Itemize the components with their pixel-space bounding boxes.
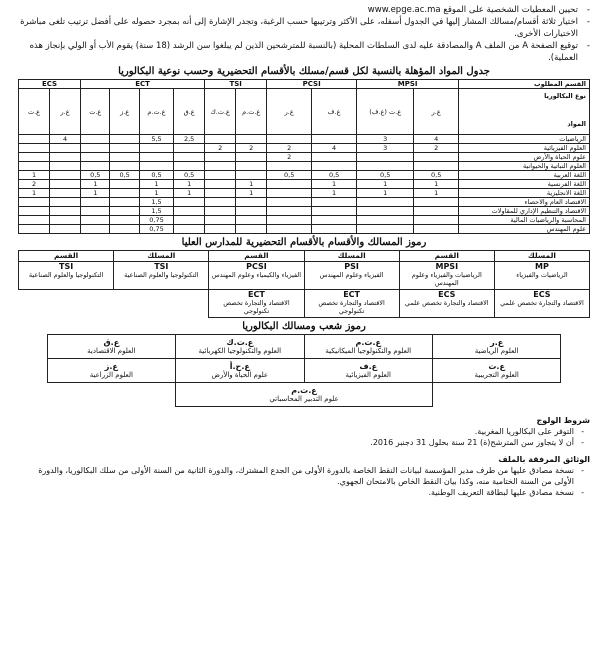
track-code: MPSI (435, 262, 459, 271)
coefficient-cell: 1 (357, 189, 414, 198)
bac-desc: العلوم الفيزيائية (345, 370, 391, 379)
bac-code-cell: ع.ت (ع.ف) (357, 89, 414, 135)
bac-cell (47, 335, 175, 359)
bac-code: ع.ت (488, 361, 505, 371)
bac-cell (304, 335, 432, 359)
empty-cell (47, 383, 175, 407)
coefficient-cell (205, 189, 236, 198)
coefficient-cell (174, 162, 205, 171)
coefficient-cell: 0,5 (174, 171, 205, 180)
bac-cell (47, 359, 175, 383)
coefficient-cell (357, 225, 414, 234)
header-cell: القسم (399, 251, 494, 262)
coefficient-cell: 0,5 (312, 171, 357, 180)
coefficient-cell: 2 (414, 144, 459, 153)
bac-code-cell: ع.ق (174, 89, 205, 135)
track-desc: التكنولوجيا والعلوم الصناعية (124, 271, 199, 279)
coefficient-cell (236, 162, 267, 171)
bac-desc: العلوم والتكنولوجيا الميكانيكية (325, 346, 412, 355)
coefficient-cell: 1 (312, 180, 357, 189)
subject-label: العلوم الفيزيائية (459, 144, 590, 153)
coefficient-cell: 1 (236, 189, 267, 198)
coefficient-cell (267, 207, 312, 216)
track-cell (494, 290, 589, 318)
coefficient-cell (50, 171, 81, 180)
track-code: PCSI (246, 262, 267, 271)
condition-item: - التوفر على البكالوريا المغربية. (18, 426, 590, 437)
track-desc: الاقتصاد والتجارة تخصص تكنولوجي (318, 299, 385, 315)
track-cell (304, 262, 399, 290)
bac-desc: العلوم التجريبية (474, 370, 519, 379)
coefficient-cell: 4 (312, 144, 357, 153)
coefficient-cell (267, 180, 312, 189)
header-cell: المسلك (114, 251, 209, 262)
bac-code: ع.ق (103, 337, 120, 347)
coefficient-cell (205, 162, 236, 171)
coefficient-cell: 0,5 (139, 171, 173, 180)
bac-desc: العلوم الزراعية (89, 370, 133, 379)
bac-code-cell: ع.ت.ك (205, 89, 236, 135)
coefficient-cell (81, 144, 110, 153)
coefficient-cell (19, 153, 50, 162)
coefficient-cell (236, 207, 267, 216)
coefficient-cell (236, 198, 267, 207)
subject-label: علوم المهندس (459, 225, 590, 234)
intro-item: - توقيع الصفحة A من الملف A والمصادقة عليه لدى السلطات المحلية (بالنسبة للمترشحين الذين لم يبلغوا سن الرشد (18 سنة) يقوم الأب أو الولي بإنجاز هذه العملية). (18, 40, 590, 64)
header-cell: القسم (209, 251, 304, 262)
bac-code-cell: ع.ر (267, 89, 312, 135)
coefficient-cell: 1 (139, 180, 173, 189)
bac-desc: العلوم الاقتصادية (87, 346, 136, 355)
bac-type-label (459, 89, 590, 135)
coefficient-cell (174, 144, 205, 153)
coefficient-cell (174, 225, 205, 234)
empty-cell (432, 383, 560, 407)
coefficient-cell (357, 162, 414, 171)
coefficient-cell: 1 (81, 180, 110, 189)
subject-label: الرياضيات (459, 135, 590, 144)
subject-label: اللغة العربية (459, 171, 590, 180)
subject-row (19, 189, 590, 198)
coefficient-cell: 0,5 (110, 171, 139, 180)
bac-code: ع.ت.م (355, 337, 381, 347)
coefficient-cell: 0,5 (357, 171, 414, 180)
coefficient-cell: 0,5 (81, 171, 110, 180)
coefficient-cell: 3 (357, 144, 414, 153)
coefficient-cell (236, 171, 267, 180)
documents-section (18, 454, 590, 498)
coefficient-cell (312, 207, 357, 216)
bac-cell (176, 359, 304, 383)
subject-row (19, 144, 590, 153)
requested-class-label: القسم المطلوب (459, 80, 590, 89)
coefficient-cell (312, 225, 357, 234)
coefficient-cell: 2 (236, 144, 267, 153)
track-desc: الفيزياء وعلوم المهندس (319, 271, 384, 279)
coefficient-cell (110, 207, 139, 216)
coefficient-cell (110, 198, 139, 207)
coefficient-cell (139, 153, 173, 162)
subject-row (19, 198, 590, 207)
coefficient-cell (50, 180, 81, 189)
coefficient-cell: 0,5 (414, 171, 459, 180)
coefficient-cell (205, 180, 236, 189)
coefficient-cell (50, 162, 81, 171)
coefficient-cell: 0,75 (139, 225, 173, 234)
coefficient-cell (312, 135, 357, 144)
bac-code-cell: ع.ت.م (236, 89, 267, 135)
coefficient-cell (205, 135, 236, 144)
bac-cell (432, 335, 560, 359)
bac-code: ع.ت.ك (226, 337, 254, 347)
track-code: ECS (438, 290, 456, 299)
coefficient-cell (236, 216, 267, 225)
track-desc: الرياضيات والفيزياء (516, 271, 568, 279)
coefficient-cell (81, 198, 110, 207)
track-codes-table (18, 250, 590, 318)
track-cell (399, 262, 494, 290)
coefficient-cell (205, 171, 236, 180)
coefficient-cell (81, 207, 110, 216)
subject-row (19, 180, 590, 189)
bac-label: نوع البكالوريا (544, 92, 586, 100)
track-cell (209, 290, 304, 318)
conditions-section (18, 415, 590, 448)
coefficient-cell (19, 216, 50, 225)
track-code: MP (535, 262, 549, 271)
coefficient-cell (110, 189, 139, 198)
coefficient-cell (267, 162, 312, 171)
coefficient-cell: 1 (139, 189, 173, 198)
bac-code: ع.ف (359, 361, 378, 371)
coefficient-cell (267, 225, 312, 234)
subject-label: اللغة الفرنسية (459, 180, 590, 189)
bac-desc: العلوم والتكنولوجيا الكهربائية (198, 346, 282, 355)
coefficient-cell (81, 135, 110, 144)
bac-code: ع.ز (104, 361, 118, 371)
coefficient-cell (139, 162, 173, 171)
coefficient-cell (414, 207, 459, 216)
coefficient-cell (312, 153, 357, 162)
track-desc: الرياضيات والفيزياء وعلوم المهندس (411, 271, 482, 287)
coefficient-cell (267, 189, 312, 198)
group-header: ECS (19, 80, 81, 89)
track-cell (19, 262, 114, 290)
coefficient-cell (19, 207, 50, 216)
coefficient-cell: 1 (174, 189, 205, 198)
coefficient-cell (81, 153, 110, 162)
coefficient-cell (110, 180, 139, 189)
coefficient-cell: 4 (414, 135, 459, 144)
coefficient-cell: 0,75 (139, 216, 173, 225)
track-cell (114, 262, 209, 290)
coefficient-cell (110, 153, 139, 162)
subjects-table (18, 79, 590, 234)
coefficient-cell (414, 198, 459, 207)
table1-title: جدول المواد المؤهلة بالنسبة لكل قسم/مسلك بالأقسام التحضيرية وحسب نوعية البكالوريا (118, 66, 490, 77)
coefficient-cell (19, 162, 50, 171)
coefficient-cell (267, 198, 312, 207)
condition-item: - أن لا يتجاوز سن المترشح(ة) 21 سنة بحلول 31 دجنبر 2016. (18, 437, 590, 448)
subject-row (19, 207, 590, 216)
coefficient-cell: 1 (81, 189, 110, 198)
coefficient-cell (50, 216, 81, 225)
coefficient-cell (205, 153, 236, 162)
group-header: MPSI (357, 80, 459, 89)
track-cell (494, 262, 589, 290)
subject-row (19, 216, 590, 225)
conditions-title: شروط الولوج (536, 416, 590, 425)
coefficient-cell (50, 198, 81, 207)
coefficient-cell (357, 207, 414, 216)
track-code: ECS (533, 290, 551, 299)
coefficient-cell (139, 144, 173, 153)
subject-label: اللغة الانجليزية (459, 189, 590, 198)
bac-desc: علوم التدبير المحاسباتي (269, 394, 339, 403)
group-header: PCSI (267, 80, 357, 89)
bac-code-cell: ع.ت (81, 89, 110, 135)
coefficient-cell: 3 (357, 135, 414, 144)
document-item: - نسخة مصادق عليها لبطاقة التعريف الوطنية. (18, 487, 590, 498)
track-desc: التكنولوجيا والعلوم الصناعية (28, 271, 104, 279)
coefficient-cell (174, 216, 205, 225)
coefficient-cell (357, 198, 414, 207)
subject-label: علوم الحياة والأرض (459, 153, 590, 162)
coefficient-cell (50, 189, 81, 198)
intro-item: - تحيين المعطيات الشخصية على الموقع www.epge.ac.ma (18, 4, 590, 16)
bac-cell (176, 383, 433, 407)
subjects-table-body (19, 135, 590, 234)
coefficient-cell: 0,5 (267, 171, 312, 180)
table2-title: رموز المسالك والأقسام بالأقسام التحضيرية للمدارس العليا (181, 237, 427, 248)
coefficient-cell (205, 207, 236, 216)
coefficient-cell (357, 153, 414, 162)
track-cell (209, 262, 304, 290)
coefficient-cell (414, 225, 459, 234)
coefficient-cell: 1 (236, 180, 267, 189)
coefficient-cell: 2 (19, 180, 50, 189)
coefficient-cell (312, 216, 357, 225)
bac-cell (432, 359, 560, 383)
table3-title: رموز شعب ومسالك البكالوريا (242, 321, 366, 332)
bac-desc: علوم الحياة والأرض (211, 370, 269, 379)
coefficient-cell (81, 216, 110, 225)
coefficient-cell: 2 (205, 144, 236, 153)
document-item: - نسخة مصادق عليها من طرف مدير المؤسسة لبيانات النقط الخاصة بالدورة الأولى من الجدع المشترك، والدورة الثانية من السنة الأولى من سلك البكالوريا، والدورة الأولى من السنة الختامية منه، وكذا بيان النقط الخاص بالامتحان الجهوي. (18, 465, 590, 487)
coefficient-cell (205, 198, 236, 207)
coefficient-cell (50, 207, 81, 216)
coefficient-cell (312, 198, 357, 207)
coefficient-cell (19, 144, 50, 153)
coefficient-cell: 2 (267, 144, 312, 153)
coefficient-cell (312, 162, 357, 171)
track-code: PSI (344, 262, 359, 271)
subject-label: العلوم النباتية والحيوانية (459, 162, 590, 171)
coefficient-cell: 1,5 (139, 207, 173, 216)
coefficient-cell (110, 162, 139, 171)
bac-codes-table (47, 334, 562, 407)
coefficient-cell (19, 198, 50, 207)
coefficient-cell (110, 135, 139, 144)
coefficient-cell (81, 162, 110, 171)
coefficient-cell (267, 135, 312, 144)
bac-cell (176, 335, 304, 359)
track-code: TSI (59, 262, 74, 271)
coefficient-cell: 1 (312, 189, 357, 198)
intro-item: - اختيار ثلاثة أقسام/مسالك المشار إليها في الجدول أسفله، على الأكثر وترتيبها حسب الرغبة، وتجدر الإشارة إلى أنه بمجرد حصوله على أفضل ترتيب تلغى مباشرة الاختيارات الأخرى. (18, 16, 590, 40)
coefficient-cell (81, 225, 110, 234)
track-code: TSI (154, 262, 169, 271)
track-desc: الاقتصاد والتجارة تخصص تكنولوجي (223, 299, 290, 315)
coefficient-cell (267, 216, 312, 225)
bac-code-cell: ع.ر (414, 89, 459, 135)
coefficient-cell (50, 153, 81, 162)
subject-row (19, 171, 590, 180)
coefficient-cell: 1 (414, 180, 459, 189)
coefficient-cell (414, 153, 459, 162)
coefficient-cell (236, 225, 267, 234)
bac-desc: العلوم الرياضية (474, 346, 519, 355)
coefficient-cell (174, 207, 205, 216)
coefficient-cell (357, 216, 414, 225)
coefficient-cell: 1 (357, 180, 414, 189)
group-header: TSI (205, 80, 267, 89)
header-cell: القسم (19, 251, 114, 262)
coefficient-cell (236, 153, 267, 162)
track-desc: الفيزياء والكيمياء وعلوم المهندس (211, 271, 302, 279)
track-cell (304, 290, 399, 318)
coefficient-cell (414, 216, 459, 225)
coefficient-cell (205, 216, 236, 225)
track-code: ECT (343, 290, 360, 299)
coefficient-cell (110, 225, 139, 234)
bac-cell (304, 359, 432, 383)
subjects-label: المواد (567, 120, 586, 128)
subject-row (19, 225, 590, 234)
coefficient-cell: 2,5 (174, 135, 205, 144)
subject-label: الاقتصاد والتنظيم الإداري للمقاولات (459, 207, 590, 216)
coefficient-cell (205, 225, 236, 234)
coefficient-cell: 1 (174, 180, 205, 189)
coefficient-cell: 2 (267, 153, 312, 162)
coefficient-cell (414, 162, 459, 171)
header-cell: المسلك (304, 251, 399, 262)
bac-code-cell: ع.ز (110, 89, 139, 135)
bac-code: ع.ح.أ (229, 361, 250, 371)
bac-code-cell: ع.ت (19, 89, 50, 135)
track-desc: الاقتصاد والتجارة تخصص علمي (500, 299, 584, 307)
empty-cell (19, 290, 114, 318)
bac-code-cell: ع.ت.م (139, 89, 173, 135)
documents-title: الوثائق المرفقة بالملف (498, 455, 590, 464)
bac-code-cell: ع.ف (312, 89, 357, 135)
coefficient-cell (110, 144, 139, 153)
coefficient-cell (19, 135, 50, 144)
coefficient-cell: 1 (414, 189, 459, 198)
header-cell: المسلك (494, 251, 589, 262)
subject-row (19, 162, 590, 171)
track-code: ECT (248, 290, 265, 299)
coefficient-cell: 5,5 (139, 135, 173, 144)
bac-code-cell: ع.ر (50, 89, 81, 135)
bac-code: ع.ت.م (291, 385, 317, 395)
coefficient-cell (174, 198, 205, 207)
coefficient-cell: 1,5 (139, 198, 173, 207)
bac-code: ع.ر (490, 337, 504, 347)
track-cell (399, 290, 494, 318)
group-header: ECT (81, 80, 205, 89)
subject-label: المحاسبة والرياضيات المالية (459, 216, 590, 225)
empty-cell (114, 290, 209, 318)
intro-list (18, 4, 590, 64)
track-desc: الاقتصاد والتجارة تخصص علمي (404, 299, 489, 307)
coefficient-cell: 1 (19, 189, 50, 198)
coefficient-cell (50, 225, 81, 234)
coefficient-cell: 1 (19, 171, 50, 180)
coefficient-cell (110, 216, 139, 225)
coefficient-cell: 4 (50, 135, 81, 144)
coefficient-cell (174, 153, 205, 162)
coefficient-cell (236, 135, 267, 144)
coefficient-cell (19, 225, 50, 234)
subject-label: الاقتصاد العام والاحصاء (459, 198, 590, 207)
subject-row (19, 153, 590, 162)
coefficient-cell (50, 144, 81, 153)
subject-row (19, 135, 590, 144)
